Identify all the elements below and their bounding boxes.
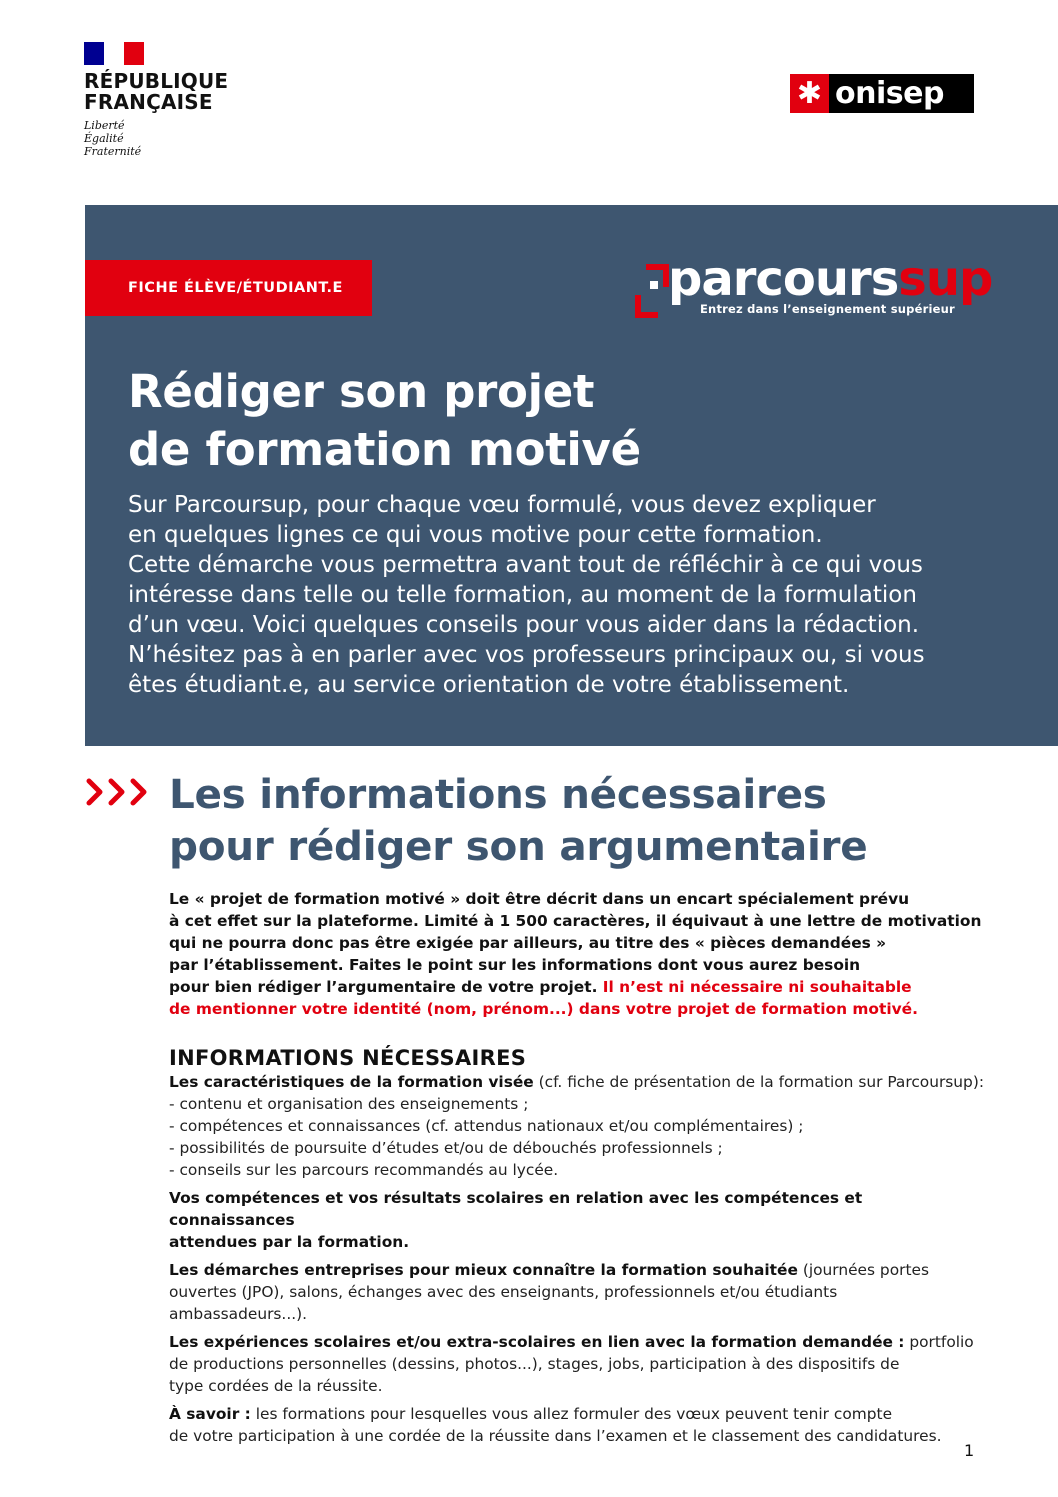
experiences-line: de productions personnelles (dessins, photos...), stages, jobs, participation à des dispositifs de	[169, 1355, 900, 1373]
page-title: Rédiger son projet de formation motivé	[128, 365, 641, 476]
hero-banner	[85, 205, 1058, 746]
a-savoir-paragraph: À savoir : les formations pour lesquelles vous allez formuler des vœux peuvent tenir compte	[169, 1405, 893, 1423]
subheading: INFORMATIONS NÉCESSAIRES	[169, 1046, 527, 1070]
experiences-paragraph: Les expériences scolaires et/ou extra-scolaires en lien avec la formation demandée : portfolio	[169, 1333, 974, 1351]
warning-text: Il n’est ni nécessaire ni souhaitable	[602, 978, 912, 996]
french-flag-icon	[84, 42, 144, 65]
section-title: Les informations nécessaires pour rédiger son argumentaire	[169, 770, 868, 870]
a-savoir-line: de votre participation à une cordée de la réussite dans l’examen et le classement des candidatures.	[169, 1427, 942, 1445]
onisep-wordmark: onisep	[835, 76, 944, 111]
republique-francaise-name: RÉPUBLIQUE FRANÇAISE	[84, 69, 229, 114]
republique-motto: Liberté Égalité Fraternité	[84, 119, 142, 158]
list-item: - possibilités de poursuite d’études et/ou de débouchés professionnels ;	[169, 1139, 723, 1157]
competences-paragraph-line: attendues par la formation.	[169, 1233, 410, 1251]
republique-francaise-logo	[84, 42, 228, 158]
asterisk-icon: ✱	[790, 74, 829, 113]
informations-list	[169, 1071, 989, 1447]
list-item: - compétences et connaissances (cf. attendus nationaux et/ou complémentaires) ;	[169, 1117, 804, 1135]
parcoursup-wordmark: parcourssup	[668, 251, 993, 307]
demarches-line: ambassadeurs...).	[169, 1305, 308, 1323]
warning-text-continued: de mentionner votre identité (nom, prénom...) dans votre projet de formation motivé.	[169, 1000, 918, 1018]
triple-chevron-icon	[86, 778, 158, 806]
parcoursup-tagline: Entrez dans l’enseignement supérieur	[700, 302, 955, 316]
intro-paragraph: Sur Parcoursup, pour chaque vœu formulé, vous devez expliquer en quelques lignes ce qui vous motive pour cette formation. Cette démarche vous permettra avant tout de réfléchir à ce qui vous intéresse dans telle ou telle formation, au moment de la formulation d’un vœu. Voici quelques conseils pour vous aider dans la rédaction. N’hésitez pas à en parler avec vos professeurs principaux ou, si vous êtes étudiant.e, au service orientation de votre établissement.	[128, 492, 925, 698]
caracteristiques-heading: Les caractéristiques de la formation visée (cf. fiche de présentation de la formation sur Parcoursup):	[169, 1073, 985, 1091]
experiences-line: type cordées de la réussite.	[169, 1377, 383, 1395]
demarches-line: ouvertes (JPO), salons, échanges avec des enseignants, professionnels et/ou étudiants	[169, 1283, 838, 1301]
lead-paragraph: Le « projet de formation motivé » doit être décrit dans un encart spécialement prévu à cet effet sur la plateforme. Limité à 1 500 caractères, il équivaut à une lettre de motivation qui ne pourra donc pas être exigée par ailleurs, au titre des « pièces demandées » par l’établissement. Faites le point sur les informations dont vous aurez besoin pour bien rédiger l’argumentaire de votre projet. Il n’est ni nécessaire ni souhaitable de mentionner votre identité (nom, prénom...) dans votre projet de formation motivé.	[169, 888, 989, 1020]
list-item: - conseils sur les parcours recommandés au lycée.	[169, 1161, 559, 1179]
competences-paragraph: Vos compétences et vos résultats scolaires en relation avec les compétences et connaissances	[169, 1189, 863, 1229]
list-item: - contenu et organisation des enseignements ;	[169, 1095, 529, 1113]
demarches-paragraph: Les démarches entreprises pour mieux connaître la formation souhaitée (journées portes	[169, 1261, 929, 1279]
parcoursup-brackets-icon	[632, 263, 672, 319]
page-number: 1	[964, 1441, 975, 1460]
parcoursup-logo	[632, 251, 993, 325]
fiche-badge: FICHE ÉLÈVE/ÉTUDIANT.E	[85, 260, 372, 316]
onisep-logo	[790, 74, 974, 113]
